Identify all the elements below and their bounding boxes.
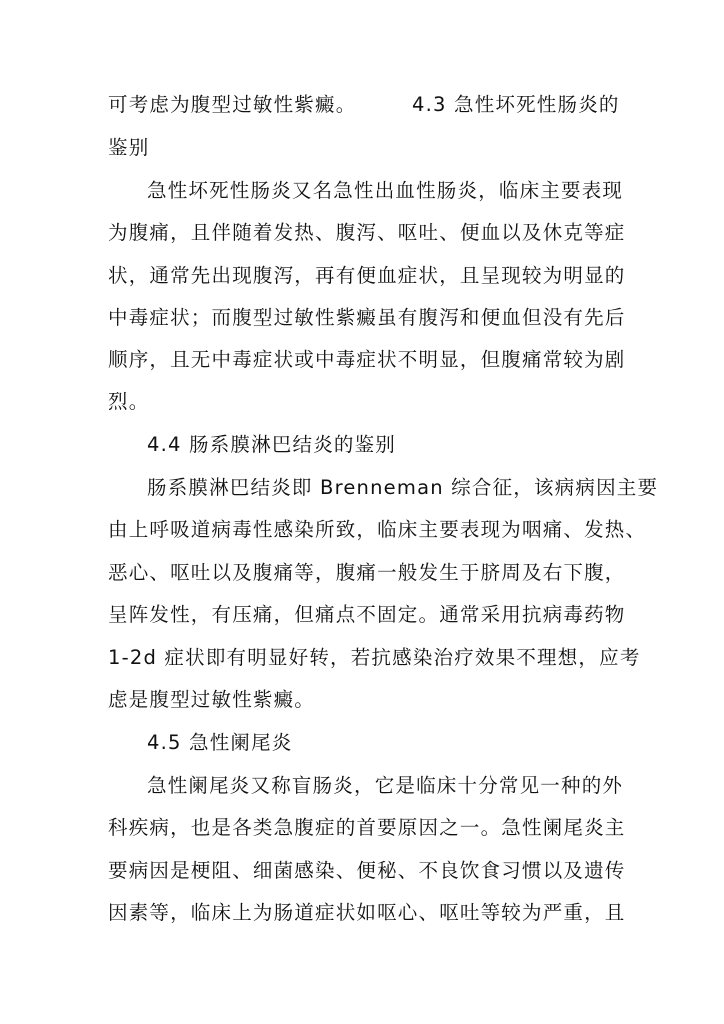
text-line: 虑是腹型过敏性紫癜。 [108, 688, 316, 711]
text-line: 可考虑为腹型过敏性紫癜。 [108, 93, 357, 116]
text-line: 为腹痛，且伴随着发热、腹泻、呕吐、便血以及休克等症 [108, 221, 626, 244]
section-heading-4-5: 4.5 急性阑尾炎 [147, 731, 293, 754]
section-heading-4-4: 4.4 肠系膜淋巴结炎的鉴别 [147, 433, 397, 456]
text-line: 要病因是梗阻、细菌感染、便秘、不良饮食习惯以及遗传 [108, 859, 626, 882]
text-line: 因素等，临床上为肠道症状如呕心、呕吐等较为严重，且 [108, 901, 626, 924]
text-line: 急性坏死性肠炎又名急性出血性肠炎，临床主要表现 [147, 179, 624, 202]
text-line: 科疾病，也是各类急腹症的首要原因之一。急性阑尾炎主 [108, 816, 626, 839]
section-heading-4-3: 4.3 急性坏死性肠炎的 [412, 93, 620, 116]
text-line: 由上呼吸道病毒性感染所致，临床主要表现为咽痛、发热、 [108, 518, 647, 541]
text-line: 恶心、呕吐以及腹痛等，腹痛一般发生于脐周及右下腹， [108, 561, 626, 584]
text-line: 鉴别 [108, 136, 150, 159]
text-line: 1-2d 症状即有明显好转，若抗感染治疗效果不理想，应考 [108, 646, 641, 669]
text-line: 呈阵发性，有压痛，但痛点不固定。通常采用抗病毒药物 [108, 603, 626, 626]
text-line: 急性阑尾炎又称盲肠炎，它是临床十分常见一种的外 [147, 774, 624, 797]
text-line: 顺序，且无中毒症状或中毒症状不明显，但腹痛常较为剧 [108, 348, 626, 371]
text-line: 状，通常先出现腹泻，再有便血症状，且呈现较为明显的 [108, 264, 626, 287]
text-line: 肠系膜淋巴结炎即 Brenneman 综合征，该病病因主要 [147, 476, 659, 499]
text-line: 中毒症状；而腹型过敏性紫癜虽有腹泻和便血但没有先后 [108, 306, 626, 329]
text-line: 烈。 [108, 390, 150, 413]
